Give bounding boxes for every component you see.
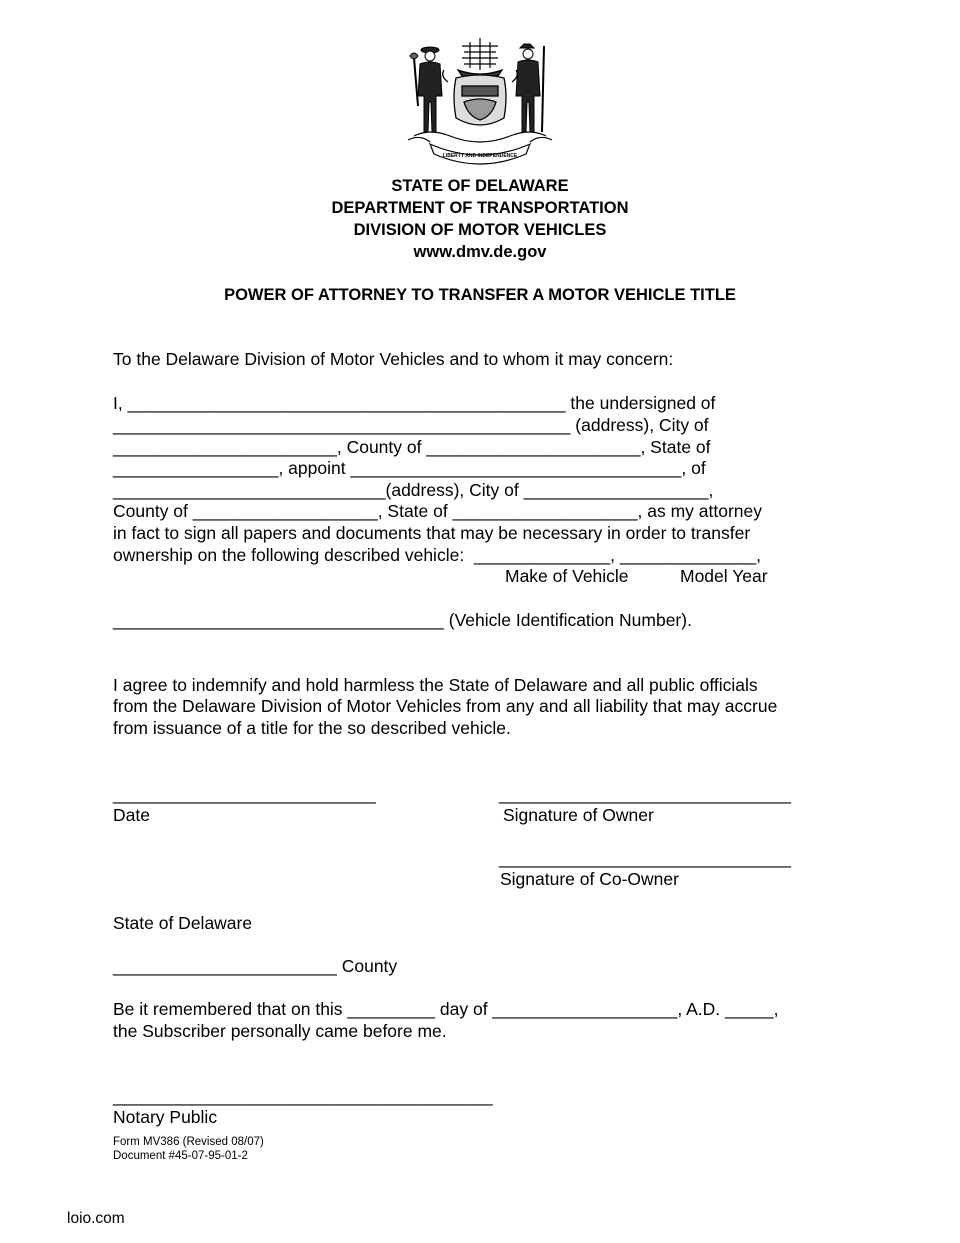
make-of-vehicle-label: Make of Vehicle — [505, 566, 629, 586]
department-heading: DEPARTMENT OF TRANSPORTATION — [331, 199, 629, 217]
state-heading: STATE OF DELAWARE — [391, 177, 569, 195]
form-title: POWER OF ATTORNEY TO TRANSFER A MOTOR VEHICLE TITLE — [224, 286, 736, 304]
owner-signature-label: Signature of Owner — [503, 805, 654, 825]
notary-signature-line: _______________________________________ — [113, 1086, 493, 1106]
date-label: Date — [113, 805, 150, 825]
paragraph-line: _______________________________________________ (address), City of — [113, 415, 709, 435]
notary-public-label: Notary Public — [113, 1107, 218, 1127]
paragraph-line: I, _____________________________________________ the undersigned of — [113, 393, 716, 413]
division-heading: DIVISION OF MOTOR VEHICLES — [353, 221, 607, 239]
paragraph-line: County of ___________________, State of ___________________, as my attorney — [113, 501, 763, 521]
model-year-label: Model Year — [680, 566, 768, 586]
remembered-line: the Subscriber personally came before me. — [113, 1021, 447, 1041]
vin-line: __________________________________ (Vehicle Identification Number). — [113, 610, 692, 630]
website-link[interactable]: www.dmv.de.gov — [413, 243, 547, 261]
paragraph-line: _________________, appoint __________________________________, of — [113, 458, 706, 478]
paragraph-line: ____________________________(address), City of ___________________, — [113, 480, 714, 500]
ship-icon — [458, 38, 502, 78]
remembered-line: Be it remembered that on this _________ day of ___________________, A.D. _____, — [113, 999, 779, 1019]
coowner-signature-line: ______________________________ — [499, 848, 791, 868]
indemnify-line: I agree to indemnify and hold harmless the State of Delaware and all public officials — [113, 675, 758, 695]
indemnify-line: from issuance of a title for the so described vehicle. — [113, 718, 511, 738]
soldier-figure-icon — [516, 44, 544, 132]
indemnify-line: from the Delaware Division of Motor Vehicles from any and all liability that may accrue — [113, 696, 778, 716]
svg-text:LIBERTY AND INDEPENDENCE: LIBERTY AND INDEPENDENCE — [442, 153, 518, 159]
delaware-state-seal — [400, 36, 560, 168]
form-number: Form MV386 (Revised 08/07) — [113, 1136, 264, 1148]
paragraph-line: _______________________, County of ______________________, State of — [113, 437, 711, 457]
coowner-signature-label: Signature of Co-Owner — [500, 869, 679, 889]
owner-signature-line: ______________________________ — [499, 784, 791, 804]
date-signature-line: ___________________________ — [113, 784, 376, 804]
paragraph-line: ownership on the following described vehicle: ______________, ______________, — [113, 545, 762, 565]
paragraph-line: in fact to sign all papers and documents that may be necessary in order to transfer — [113, 523, 751, 543]
document-number: Document #45-07-95-01-2 — [113, 1150, 248, 1162]
watermark-text: loio.com — [67, 1210, 125, 1227]
notary-county-line: _______________________ County — [113, 956, 398, 976]
notary-state: State of Delaware — [113, 913, 253, 933]
salutation: To the Delaware Division of Motor Vehicles and to whom it may concern: — [113, 349, 674, 369]
farmer-figure-icon — [410, 47, 442, 132]
